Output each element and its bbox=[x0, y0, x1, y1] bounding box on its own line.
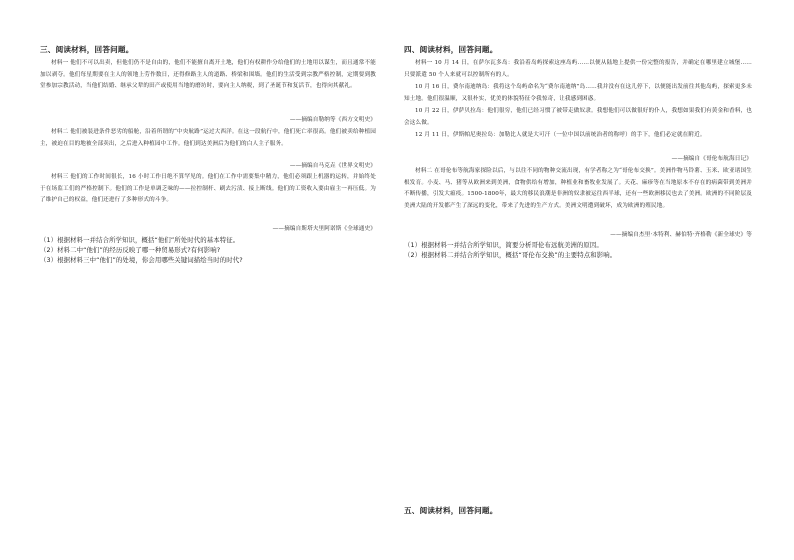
left-material-two: 材料二 他们被装进条件恶劣的船舱，沿着所谓的“中央航路”运过大西洋。在这一段航行中，他们死亡率很高。他们被卖给种植园主，被迫在目的地被全部卖出，之后进入种植园中工作。他们到达美洲后为他们的白人主子服务。 bbox=[40, 129, 376, 147]
right-material-one-d: 12 月 11 日，伊斯帕尼奥拉岛：加勒比人就是大可汗（一位中国以前统治者的称呼）的手下，他们必定就在附近。 bbox=[415, 132, 706, 138]
right-material-two: 材料二 在哥伦布等航海家探险以后，与以往不同的物种交流出现，有学者称之为“哥伦布交换”。美洲作物马铃薯、玉米、欧亚诸国生根发育。小麦、马、猪等从欧洲来到美洲，食物供给有增加，种植业和畜牧业发展了。天花、麻疹等在当地原本不存在的病菌带到美洲并不断传播，引发大瘟疫。1500-1800年，最大的移民浪潮是非洲的奴隶被运往西半球，还有一些欧洲移民也去了美洲。欧洲的不同阶层及美洲大陆的开发都产生了深远的变化，带来了先进的生产方式。美洲文明遭到破坏，成为欧洲的殖民地。 bbox=[404, 168, 752, 209]
left-material-three: 材料三 他们的工作时间很长，16 小时工作日绝不算罕见的。他们在工作中需要集中精力，他们必须跟上机器的运转，并始终处于在场监工们的严格控制下。他们的工作是单调乏味的——拉控制杆、刷去污渍、接上断线。他们的工资收入要由雇主一再压低。为了维护自己的权益，他们还进行了多种形式的斗争。 bbox=[40, 174, 376, 204]
left-material-one-source: ——摘编自勒纳等《西方文明史》 bbox=[289, 117, 376, 123]
left-question-one: （1）根据材料一并结合所学知识，概括“他们”所处时代的基本特征。 bbox=[40, 236, 240, 244]
section-four-title: 四、阅读材料，回答问题。 bbox=[404, 45, 498, 54]
right-material-two-source: ——摘编自杰里·本特利、赫伯特·齐格勒《新全球史》等 bbox=[610, 232, 752, 238]
right-material-one-b: 10 月 16 日，费尔南迪纳岛：我将这个岛屿命名为“费尔南迪纳”岛……我并没有在这儿停下，以便能出发前往其他岛屿，探索更多未知土地。他们很温顺，又很朴实，优美的体貌特征令我惊奇，让我感到困惑。 bbox=[404, 84, 752, 102]
right-question-one: （1）根据材料一并结合所学知识，简要分析哥伦布远航美洲的原因。 bbox=[404, 241, 603, 249]
right-material-one-c: 10 月 22 日，伊萨贝拉岛：他们很穷，他们已经习惯了被带走做奴隶。我想他们可以做很好的仆人，我想如果我们有黄金和香料，也会这么做。 bbox=[404, 108, 752, 126]
left-material-one: 材料一 他们不可以出卖，但他们仍不是自由的，他们不能擅自离开土地，他们有权耕作分给他们的土地用以谋生，而且通常不能加以剥夺。他们每星期要在主人的领地上劳作数日，还得修路主人的道路、桥梁和围墙。他们的生活受到宗教严格控制，定期要到教堂参加宗教活动，当他们结婚、继承父辈的田产或使用当地的磨坊时，要向主人纳税，到了圣诞节和复活节，也得向其献礼。 bbox=[40, 60, 376, 90]
section-three-title: 三、阅读材料，回答问题。 bbox=[40, 45, 134, 54]
right-material-one-source: ——摘编自《哥伦布航海日记》 bbox=[671, 156, 752, 162]
right-material-one: 材料一 10 月 14 日，在萨尔瓦多岛：我沿着岛屿探索这座岛屿……以便从陆地上提供一份完整的报告，并确定在哪里建立城堡……只要派遣 50 个人来就可以控制所有的人。 bbox=[404, 60, 752, 78]
right-question-two: （2）根据材料二并结合所学知识，概括“哥伦布交换”的主要特点和影响。 bbox=[404, 251, 617, 259]
left-material-three-source: ——摘编自斯塔夫里阿诺斯《全球通史》 bbox=[272, 226, 376, 232]
left-material-two-source: ——摘编自马克垚《世界文明史》 bbox=[289, 163, 376, 169]
left-question-three: （3）根据材料三中“他们”的处境，你会用哪些关键词描绘当时的时代? bbox=[40, 256, 243, 264]
section-five-title: 五、阅读材料，回答问题。 bbox=[404, 506, 498, 515]
left-question-two: （2）材料二中“他们”的经历反映了哪一种贸易形式?有何影响? bbox=[40, 246, 221, 254]
